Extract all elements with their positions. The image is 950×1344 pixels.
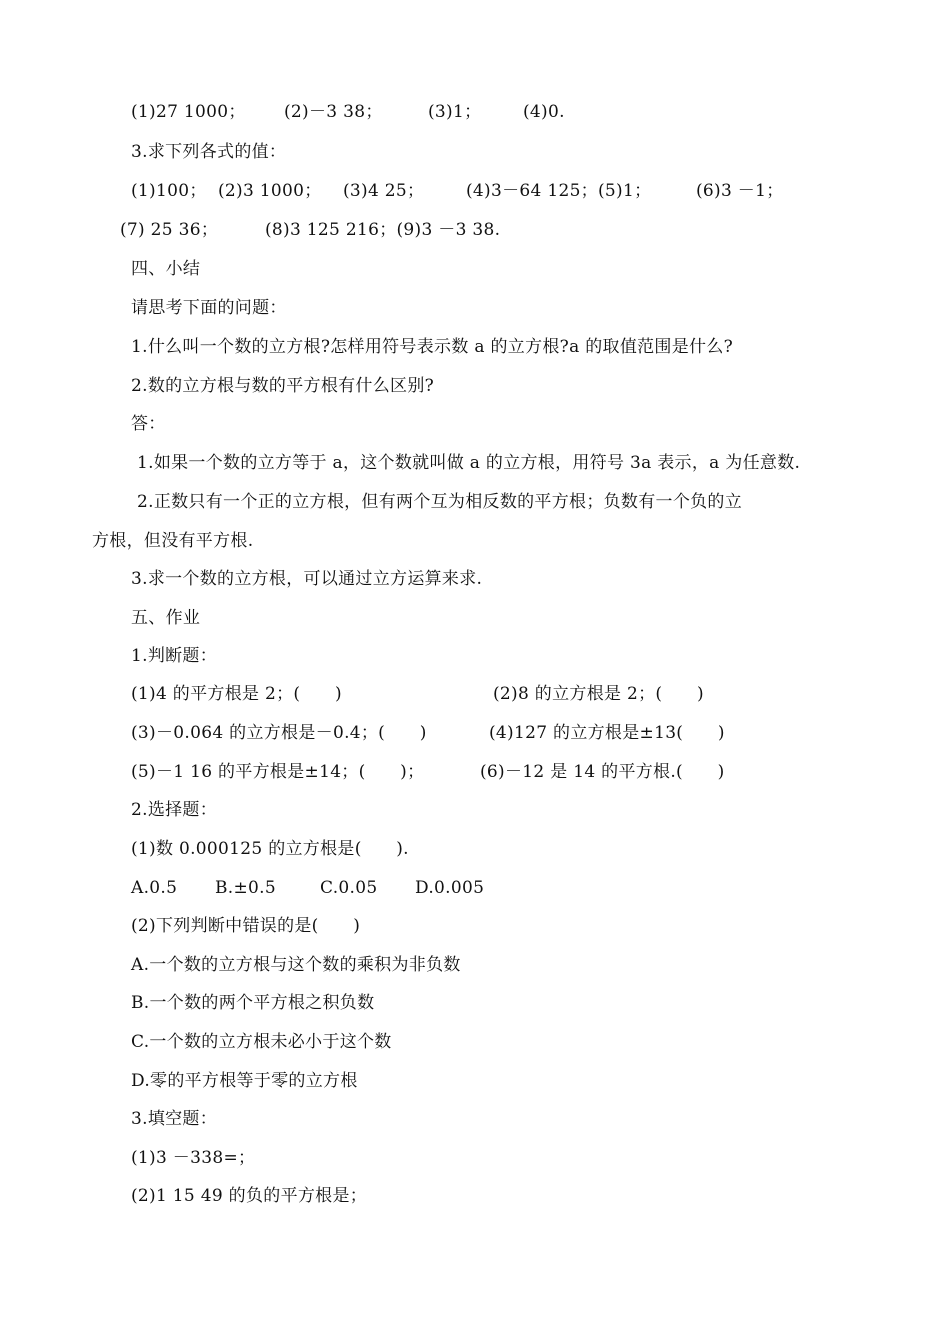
summary-question-1: 1.什么叫一个数的立方根?怎样用符号表示数 a 的立方根?a 的取值范围是什么? [131,337,734,357]
hw2-q1-option-d: D.0.005 [415,878,485,898]
ex2-item-3: (3)1； [428,102,482,122]
answer-2-line-1: 2.正数只有一个正的立方根，但有两个互为相反数的平方根；负数有一个负的立 [137,492,743,512]
ex2-item-2: (2)－3 38； [284,102,383,122]
ex3-item-3: (3)4 25； [343,181,425,201]
hw2-q1-option-c: C.0.05 [320,878,378,898]
ex3-item-4-5: (4)3－64 125；(5)1； [466,181,652,201]
homework-3-title: 3.填空题： [131,1109,218,1129]
hw1-item-2: (2)8 的立方根是 2；( ) [493,684,704,704]
hw2-q1-option-a: A.0.5 [131,878,178,898]
homework-2-title: 2.选择题： [131,800,218,820]
hw1-item-4: (4)127 的立方根是±13( ) [489,723,725,743]
answer-2-line-2: 方根，但没有平方根. [92,531,254,551]
hw2-q2-option-a: A.一个数的立方根与这个数的乘积为非负数 [131,955,461,975]
answer-label: 答： [131,414,166,434]
hw2-q2-option-d: D.零的平方根等于零的立方根 [131,1071,358,1091]
hw3-question-2: (2)1 15 49 的负的平方根是； [131,1186,368,1206]
ex3-item-7: (7) 25 36； [120,220,219,240]
ex3-item-6: (6)3 －1； [696,181,784,201]
ex3-item-1: (1)100； [131,181,207,201]
hw2-q1-option-b: B.±0.5 [215,878,276,898]
summary-prompt: 请思考下面的问题： [131,298,287,318]
hw2-q2-option-b: B.一个数的两个平方根之积负数 [131,993,375,1013]
section-4-title: 四、小结 [131,259,201,279]
exercise-3-title: 3.求下列各式的值： [131,142,287,162]
ex3-item-8-9: (8)3 125 216；(9)3 －3 38. [265,220,501,240]
hw1-item-6: (6)－12 是 14 的平方根.( ) [480,762,725,782]
hw1-item-3: (3)－0.064 的立方根是－0.4；( ) [131,723,427,743]
ex3-item-2: (2)3 1000； [218,181,322,201]
homework-1-title: 1.判断题： [131,646,218,666]
hw1-item-1: (1)4 的平方根是 2；( ) [131,684,342,704]
answer-3: 3.求一个数的立方根，可以通过立方运算来求. [131,569,483,589]
answer-1: 1.如果一个数的立方等于 a，这个数就叫做 a 的立方根，用符号 3a 表示，a 为任意数. [137,453,801,473]
summary-question-2: 2.数的立方根与数的平方根有什么区别? [131,376,435,396]
hw2-question-2: (2)下列判断中错误的是( ) [131,916,361,936]
ex2-item-1: (1)27 1000； [131,102,246,122]
ex2-item-4: (4)0. [523,102,565,122]
hw1-item-5: (5)－1 16 的平方根是±14；( )； [131,762,425,782]
hw2-q2-option-c: C.一个数的立方根未必小于这个数 [131,1032,392,1052]
hw2-question-1: (1)数 0.000125 的立方根是( ). [131,839,409,859]
hw3-question-1: (1)3 －338=； [131,1148,256,1168]
section-5-title: 五、作业 [131,608,201,628]
